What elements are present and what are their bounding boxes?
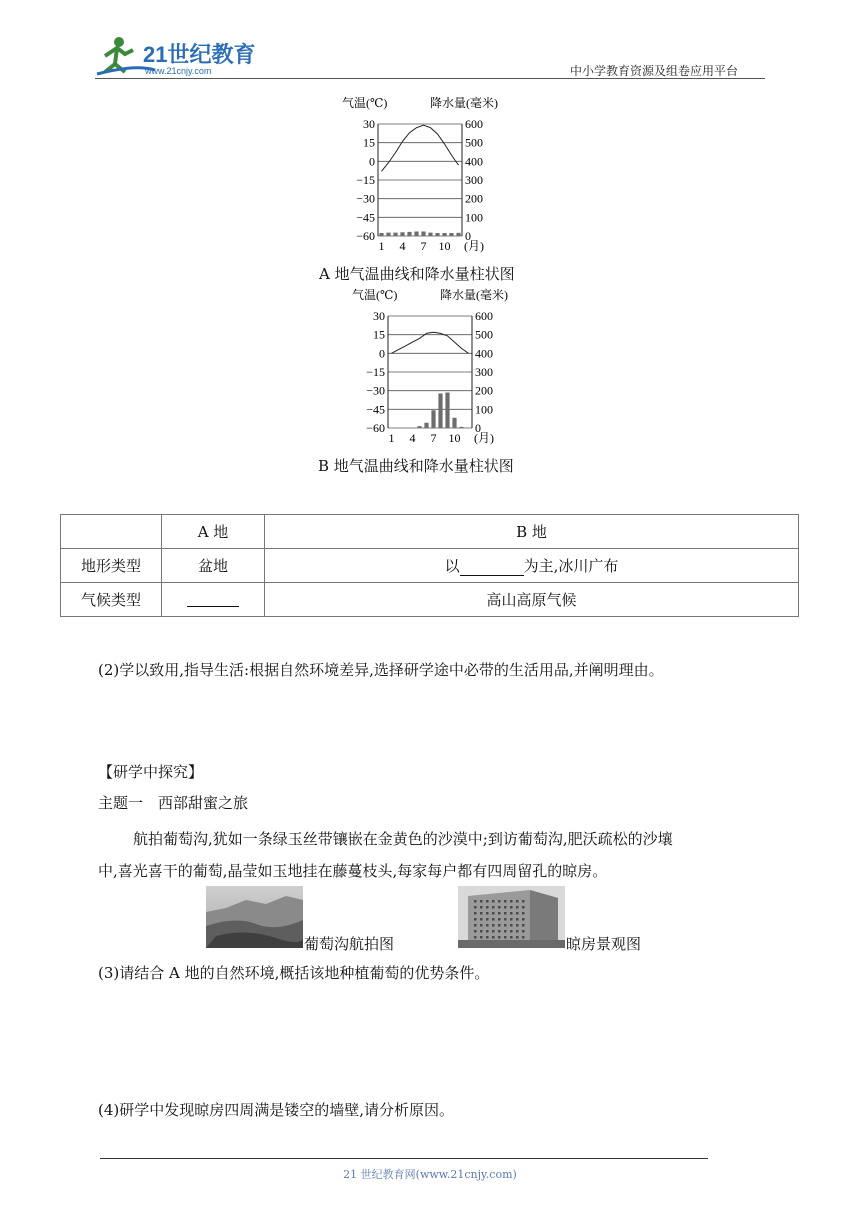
wall-vent-hole <box>486 906 489 909</box>
wall-vent-hole <box>522 924 525 927</box>
precip-tick-label: 600 <box>475 309 493 323</box>
wall-vent-hole <box>480 906 483 909</box>
month-tick-label: 7 <box>420 239 427 253</box>
wall-vent-hole <box>492 906 495 909</box>
precip-tick-label: 0 <box>465 229 471 243</box>
temp-tick-label: −60 <box>356 229 375 243</box>
wall-vent-hole <box>522 912 525 915</box>
temp-tick-label: −15 <box>356 173 375 187</box>
precip-bar <box>386 233 390 236</box>
wall-vent-hole <box>522 936 525 939</box>
chart-b <box>350 286 550 452</box>
precip-bar <box>456 233 460 236</box>
header-platform-text: 中小学教育资源及组卷应用平台 <box>570 64 739 78</box>
site-logo <box>95 34 260 82</box>
terrain-b <box>265 549 799 583</box>
topic-title: 主题一 西部甜蜜之旅 <box>98 794 249 812</box>
wall-vent-hole <box>516 906 519 909</box>
wall-vent-hole <box>486 918 489 921</box>
wall-vent-hole <box>504 930 507 933</box>
logo-text: 21世纪教育 <box>143 42 256 67</box>
wall-vent-hole <box>486 912 489 915</box>
wall-vent-hole <box>480 900 483 903</box>
wall-vent-hole <box>504 936 507 939</box>
chart-b-caption: B 地气温曲线和降水量柱状图 <box>318 457 514 475</box>
climate-a-cell <box>162 583 265 617</box>
wall-vent-hole <box>516 924 519 927</box>
temp-axis-label: 气温(℃) <box>352 288 398 302</box>
month-tick-label: 1 <box>378 239 385 253</box>
terrain-b-suffix: 为主,冰川广布 <box>523 557 619 575</box>
photo-2-caption: 晾房景观图 <box>566 935 642 953</box>
wall-vent-hole <box>480 930 483 933</box>
wall-vent-hole <box>492 936 495 939</box>
temp-tick-label: −30 <box>356 191 375 206</box>
temp-tick-label: −30 <box>366 383 385 398</box>
precip-bar <box>421 232 425 236</box>
wall-vent-hole <box>510 906 513 909</box>
wall-vent-hole <box>480 936 483 939</box>
wall-vent-hole <box>498 930 501 933</box>
temp-tick-label: 30 <box>363 117 375 131</box>
wall-vent-hole <box>522 918 525 921</box>
precip-bar <box>424 423 428 428</box>
temp-axis-label: 气温(℃) <box>342 96 388 110</box>
terrain-b-blank[interactable] <box>460 559 524 576</box>
wall-vent-hole <box>474 918 477 921</box>
precip-tick-label: 600 <box>465 117 483 131</box>
footer-text: 21 世纪教育网(www.21cnjy.com) <box>343 1168 517 1181</box>
temp-tick-label: −15 <box>366 365 385 379</box>
wall-vent-hole <box>504 906 507 909</box>
precip-tick-label: 0 <box>475 421 481 435</box>
logo-url: www.21cnjy.com <box>145 66 212 76</box>
precip-tick-label: 200 <box>465 191 483 206</box>
wall-vent-hole <box>480 918 483 921</box>
wall-vent-hole <box>498 924 501 927</box>
precip-bar <box>449 233 453 236</box>
wall-vent-hole <box>480 924 483 927</box>
wall-vent-hole <box>510 918 513 921</box>
wall-vent-hole <box>474 924 477 927</box>
wall-vent-hole <box>492 912 495 915</box>
wall-vent-hole <box>498 906 501 909</box>
wall-vent-hole <box>516 912 519 915</box>
wall-vent-hole <box>504 900 507 903</box>
header-a: A 地 <box>162 515 265 549</box>
terrain-a: 盆地 <box>162 549 265 583</box>
precip-bar <box>379 233 383 236</box>
wall-vent-hole <box>492 930 495 933</box>
precip-tick-label: 500 <box>475 327 493 342</box>
climate-a-blank[interactable] <box>187 588 239 607</box>
month-tick-label: 10 <box>438 239 451 253</box>
month-tick-label: 4 <box>409 431 416 445</box>
precip-tick-label: 300 <box>465 173 483 187</box>
wall-vent-hole <box>474 906 477 909</box>
precip-tick-label: 200 <box>475 383 493 398</box>
wall-vent-hole <box>510 912 513 915</box>
wall-vent-hole <box>486 924 489 927</box>
temp-tick-label: 30 <box>373 309 385 323</box>
drying-house-photo <box>458 886 565 948</box>
row-terrain-label: 地形类型 <box>61 549 162 583</box>
precip-tick-label: 400 <box>465 154 483 169</box>
precip-bar <box>452 418 456 428</box>
precip-bar <box>393 233 397 236</box>
wall-vent-hole <box>516 930 519 933</box>
vineyard-aerial-photo <box>206 886 303 948</box>
question-3: (3)请结合 A 地的自然环境,概括该地种植葡萄的优势条件。 <box>98 964 490 982</box>
wall-vent-hole <box>510 936 513 939</box>
temp-tick-label: −45 <box>366 402 385 417</box>
month-tick-label: 4 <box>399 239 406 253</box>
temperature-line <box>382 125 459 171</box>
precip-axis-label: 降水量(毫米) <box>440 288 508 302</box>
wall-vent-hole <box>504 918 507 921</box>
wall-vent-hole <box>480 912 483 915</box>
chart-a <box>340 94 540 260</box>
header-divider <box>95 78 765 79</box>
footer-divider <box>100 1158 708 1159</box>
wall-vent-hole <box>504 912 507 915</box>
wall-vent-hole <box>498 912 501 915</box>
temp-tick-label: 0 <box>369 154 375 169</box>
header-b: B 地 <box>265 515 799 549</box>
month-tick-label: 1 <box>388 431 395 445</box>
comparison-table <box>60 514 799 617</box>
temp-tick-label: −45 <box>356 210 375 225</box>
wall-vent-hole <box>498 900 501 903</box>
precip-bar <box>435 233 439 236</box>
table-corner <box>61 515 162 549</box>
wall-vent-hole <box>510 924 513 927</box>
precip-bar <box>459 427 463 428</box>
precip-bar <box>407 232 411 236</box>
precip-bar <box>414 232 418 236</box>
precip-tick-label: 500 <box>465 135 483 150</box>
wall-vent-hole <box>486 936 489 939</box>
month-tick-label: 7 <box>430 431 437 445</box>
paragraph-line-2: 中,喜光喜干的葡萄,晶莹如玉地挂在藤蔓枝头,每家每户都有四周留孔的晾房。 <box>98 862 608 880</box>
temp-tick-label: −60 <box>366 421 385 435</box>
precip-axis-label: 降水量(毫米) <box>430 96 498 110</box>
month-unit-label: (月) <box>474 431 494 445</box>
wall-vent-hole <box>516 936 519 939</box>
precip-bar <box>400 232 404 236</box>
wall-vent-hole <box>474 912 477 915</box>
precip-bar <box>428 233 432 236</box>
climate-b: 高山高原气候 <box>265 583 799 617</box>
wall-vent-hole <box>522 930 525 933</box>
precip-bar <box>438 393 442 428</box>
wall-vent-hole <box>498 936 501 939</box>
paragraph-line-1: 航拍葡萄沟,犹如一条绿玉丝带镶嵌在金黄色的沙漠中;到访葡萄沟,肥沃疏松的沙壤 <box>133 830 673 848</box>
wall-vent-hole <box>516 918 519 921</box>
section-title: 【研学中探究】 <box>98 763 204 781</box>
precip-tick-label: 100 <box>475 402 493 417</box>
wall-vent-hole <box>492 918 495 921</box>
wall-vent-hole <box>522 906 525 909</box>
wall-vent-hole <box>486 930 489 933</box>
question-2: (2)学以致用,指导生活:根据自然环境差异,选择研学途中必带的生活用品,并阐明理由。 <box>98 661 664 679</box>
precip-bar <box>442 233 446 236</box>
wall-vent-hole <box>498 918 501 921</box>
precip-tick-label: 100 <box>465 210 483 225</box>
terrain-b-prefix: 以 <box>444 557 460 575</box>
chart-a-caption: A 地气温曲线和降水量柱状图 <box>319 265 515 283</box>
wall-vent-hole <box>492 900 495 903</box>
precip-tick-label: 400 <box>475 346 493 361</box>
wall-vent-hole <box>504 924 507 927</box>
month-unit-label: (月) <box>464 239 484 253</box>
precip-bar <box>431 410 435 428</box>
wall-vent-hole <box>474 900 477 903</box>
precip-bar <box>445 393 449 428</box>
wall-vent-hole <box>474 936 477 939</box>
temperature-line <box>392 332 469 353</box>
precip-bar <box>417 426 421 428</box>
wall-vent-hole <box>492 924 495 927</box>
temp-tick-label: 15 <box>363 135 375 150</box>
wall-vent-hole <box>510 900 513 903</box>
precip-tick-label: 300 <box>475 365 493 379</box>
wall-vent-hole <box>486 900 489 903</box>
wall-vent-hole <box>474 930 477 933</box>
month-tick-label: 10 <box>448 431 461 445</box>
temp-tick-label: 0 <box>379 346 385 361</box>
question-4: (4)研学中发现晾房四周满是镂空的墙壁,请分析原因。 <box>98 1101 455 1119</box>
row-climate-label: 气候类型 <box>61 583 162 617</box>
wall-vent-hole <box>510 930 513 933</box>
photo-1-caption: 葡萄沟航拍图 <box>304 935 395 953</box>
wall-vent-hole <box>516 900 519 903</box>
wall-vent-hole <box>522 900 525 903</box>
temp-tick-label: 15 <box>373 327 385 342</box>
